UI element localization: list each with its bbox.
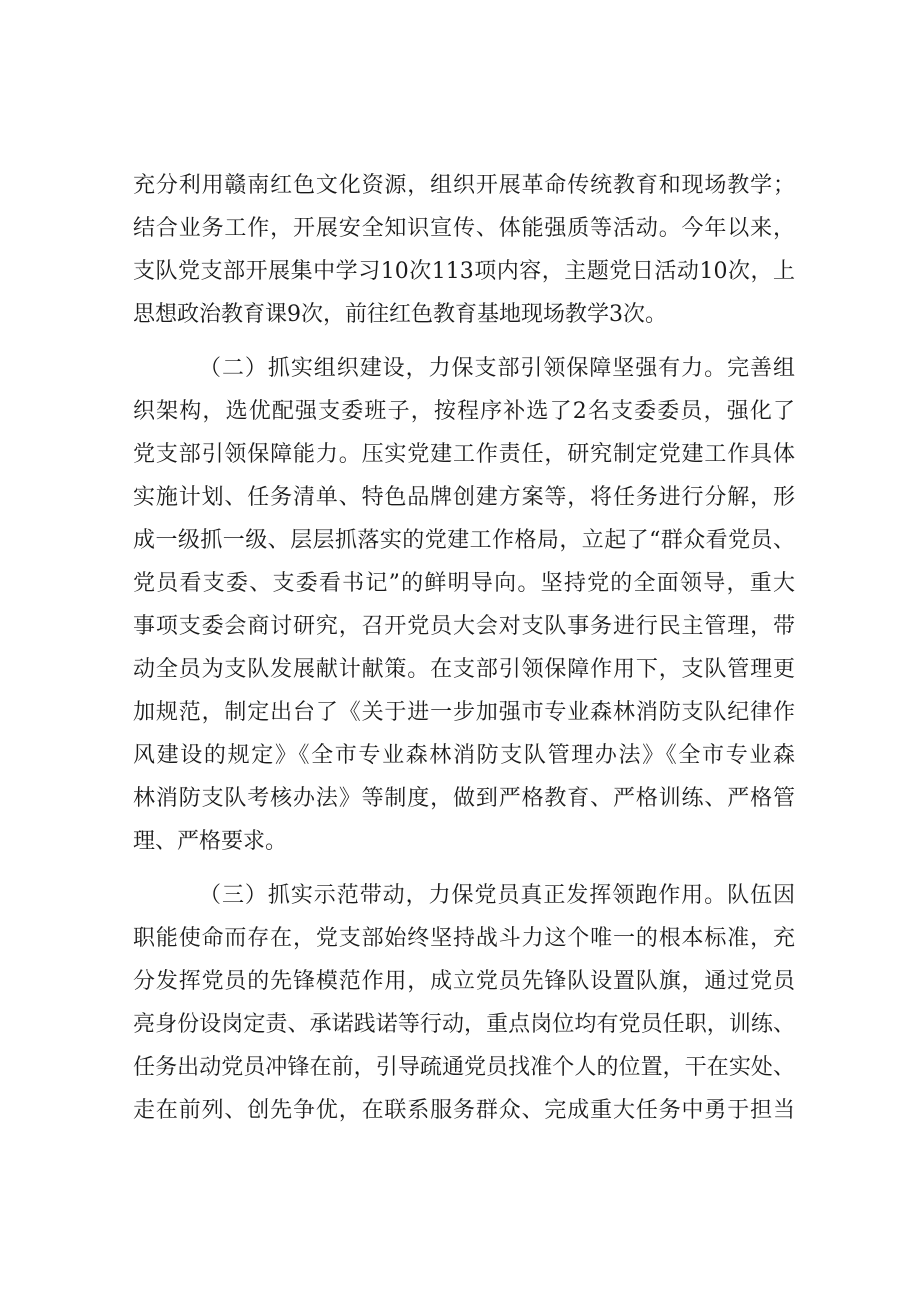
paragraph-3-line-4: 亮身份设岗定责、承诺践诺等行动，重点岗位均有党员任职，训练、 <box>133 1012 795 1037</box>
paragraph-3-line-3: 分发挥党员的先锋模范作用，成立党员先锋队设置队旗，通过党员 <box>133 969 795 994</box>
paragraph-2-line-11: 林消防支队考核办法》等制度，做到严格教育、严格训练、严格管 <box>133 786 795 811</box>
paragraph-2-line-5: 成一级抓一级、层层抓落实的党建工作格局，立起了“群众看党员、 <box>133 528 795 553</box>
paragraph-2-line-10: 风建设的规定》《全市专业森林消防支队管理办法》《全市专业森 <box>133 743 795 768</box>
paragraph-2-line-12: 理、严格要求。 <box>133 829 288 854</box>
paragraph-1-line-3: 支队党支部开展集中学习10次113项内容，主题党日活动10次，上 <box>133 259 795 284</box>
paragraph-2-line-2: 织架构，选优配强支委班子，按程序补选了2名支委委员，强化了 <box>133 399 795 424</box>
paragraph-3-line-6: 走在前列、创先争优，在联系服务群众、完成重大任务中勇于担当 <box>133 1098 795 1123</box>
paragraph-1-line-1: 充分利用赣南红色文化资源，组织开展革命传统教育和现场教学； <box>133 173 795 198</box>
paragraph-3-line-2: 职能使命而存在，党支部始终坚持战斗力这个唯一的根本标准，充 <box>133 926 795 951</box>
paragraph-1-line-2: 结合业务工作，开展安全知识宣传、体能强质等活动。今年以来， <box>133 216 795 241</box>
paragraph-2-line-7: 事项支委会商讨研究，召开党员大会对支队事务进行民主管理，带 <box>133 614 795 639</box>
paragraph-2-line-4: 实施计划、任务清单、特色品牌创建方案等，将任务进行分解，形 <box>133 485 795 510</box>
paragraph-3-line-5: 任务出动党员冲锋在前，引导疏通党员找准个人的位置，干在实处、 <box>133 1055 795 1080</box>
paragraph-2-line-8: 动全员为支队发展献计献策。在支部引领保障作用下，支队管理更 <box>133 657 795 682</box>
paragraph-2-heading-line: （二）抓实组织建设，力保支部引领保障坚强有力。完善组 <box>199 356 795 381</box>
paragraph-1-line-4: 思想政治教育课9次，前往红色教育基地现场教学3次。 <box>133 302 667 327</box>
paragraph-2-line-3: 党支部引领保障能力。压实党建工作责任，研究制定党建工作具体 <box>133 442 795 467</box>
paragraph-2-line-9: 加规范，制定出台了《关于进一步加强市专业森林消防支队纪律作 <box>133 700 795 725</box>
paragraph-2-line-6: 党员看支委、支委看书记”的鲜明导向。坚持党的全面领导，重大 <box>133 571 795 596</box>
paragraph-3-heading-line: （三）抓实示范带动，力保党员真正发挥领跑作用。队伍因 <box>199 883 795 908</box>
